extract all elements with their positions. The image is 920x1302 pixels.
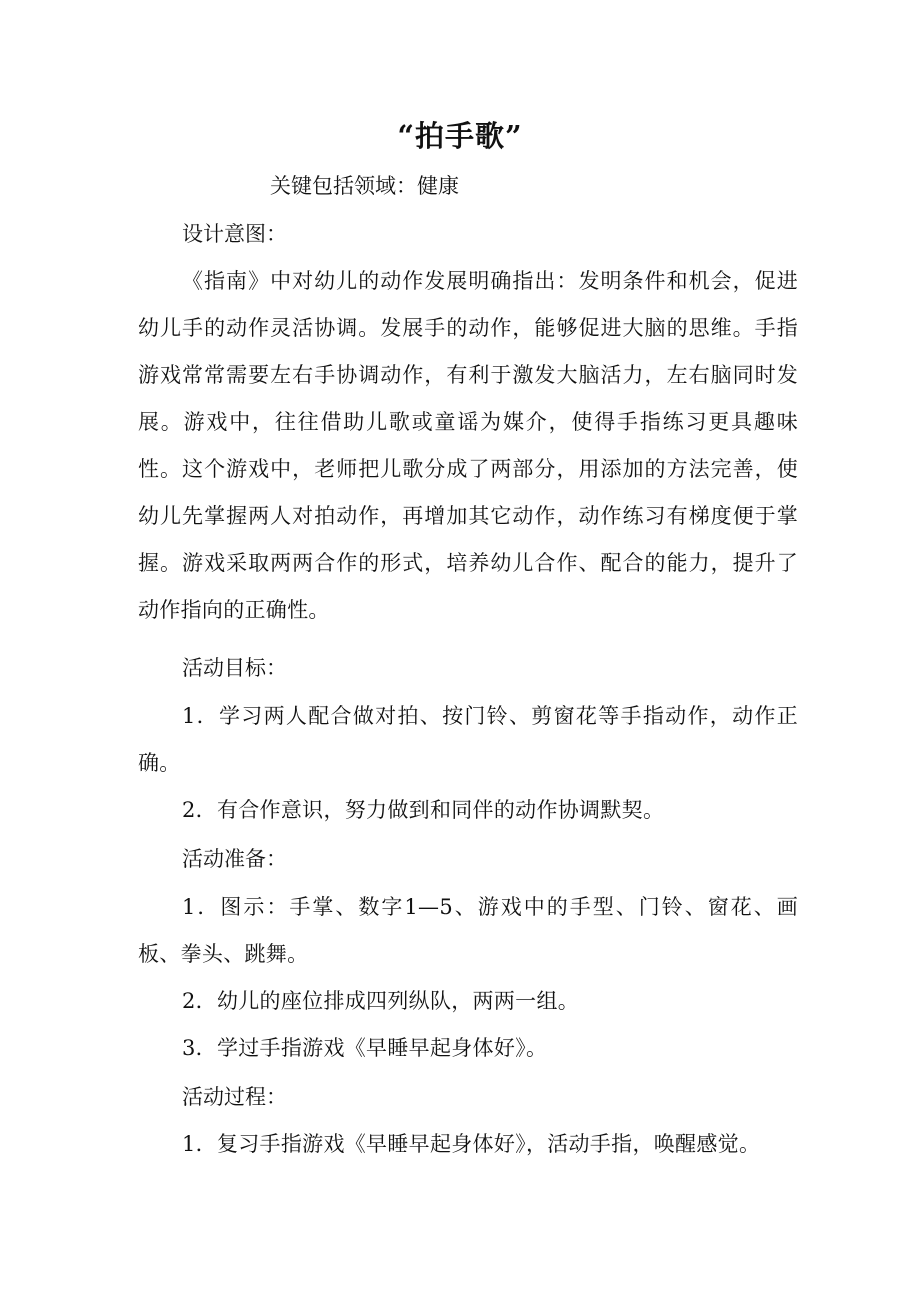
prep-item-1: 1．图示：手掌、数字1—5、游戏中的手型、门铃、窗花、画板、拳头、跳舞。 (138, 895, 798, 966)
goal-item-1: 1．学习两人配合做对拍、按门铃、剪窗花等手指动作，动作正确。 (138, 704, 798, 775)
process-heading: 活动过程： (182, 1085, 287, 1109)
process-item-1: 1．复习手指游戏《早睡早起身体好》，活动手指，唤醒感觉。 (182, 1132, 761, 1156)
design-paragraph: 《指南》中对幼儿的动作发展明确指出：发明条件和机会，促进幼儿手的动作灵活协调。发展手的动作，能够促进大脑的思维。手指游戏常常需要左右手协调动作，有利于激发大脑活力，左右脑同时发展。游戏中，往往借助儿歌或童谣为媒介，使得手指练习更具趣味性。这个游戏中，老师把儿歌分成了两部分，用添加的方法完善，使幼儿先掌握两人对拍动作，再增加其它动作，动作练习有梯度便于掌握。游戏采取两两合作的形式，培养幼儿合作、配合的能力，提升了动作指向的正确性。 (138, 269, 798, 622)
prep-item-3: 3．学过手指游戏《早睡早起身体好》。 (182, 1036, 548, 1060)
goal-item-2: 2．有合作意识，努力做到和同伴的动作协调默契。 (182, 798, 665, 822)
goals-heading: 活动目标： (182, 656, 287, 680)
domain-line: 关键包括领域：健康 (270, 174, 459, 198)
design-heading: 设计意图： (182, 222, 287, 246)
prep-heading: 活动准备： (182, 847, 287, 871)
document-title: “拍手歌” (397, 119, 523, 153)
prep-item-2: 2．幼儿的座位排成四列纵队，两两一组。 (182, 989, 580, 1013)
